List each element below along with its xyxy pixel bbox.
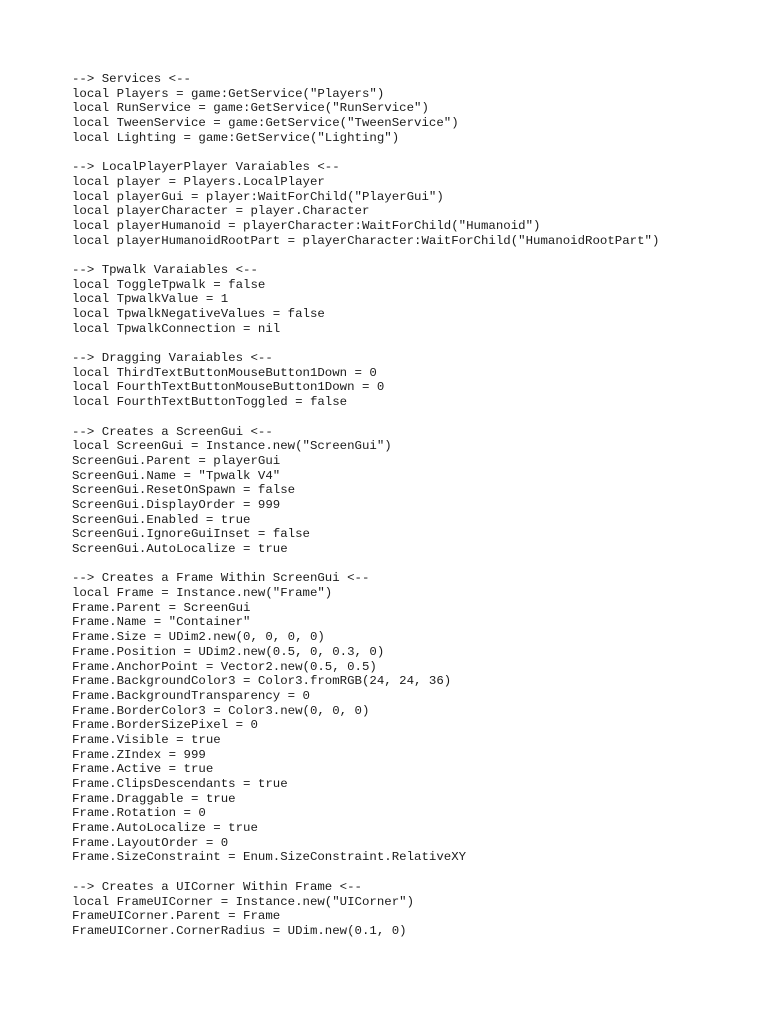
code-line: Frame.BorderColor3 = Color3.new(0, 0, 0) (72, 703, 370, 718)
code-line: local Frame = Instance.new("Frame") (72, 586, 333, 601)
code-line: Frame.Parent = ScreenGui (72, 600, 251, 615)
code-block (72, 160, 732, 248)
code-line: local ThirdTextButtonMouseButton1Down = 0 (72, 365, 377, 380)
code-line: local Lighting = game:GetService("Lighting") (72, 130, 400, 145)
code-line: FrameUICorner.CornerRadius = UDim.new(0.1, 0) (72, 923, 407, 938)
code-line: local ScreenGui = Instance.new("ScreenGui") (72, 439, 392, 454)
code-line: Frame.BackgroundColor3 = Color3.fromRGB(24, 24, 36) (72, 674, 452, 689)
code-line: local playerHumanoid = playerCharacter:WaitForChild("Humanoid") (72, 218, 541, 233)
code-line: local TweenService = game:GetService("TweenService") (72, 116, 459, 131)
code-line: local FourthTextButtonMouseButton1Down = 0 (72, 380, 385, 395)
code-line: Frame.Position = UDim2.new(0.5, 0, 0.3, 0) (72, 644, 385, 659)
code-comment-heading: --> Tpwalk Varaiables <-- (72, 262, 258, 277)
code-line: ScreenGui.Parent = playerGui (72, 453, 281, 468)
code-block (72, 571, 732, 865)
code-line: local playerCharacter = player.Character (72, 204, 370, 219)
code-line: ScreenGui.IgnoreGuiInset = false (72, 527, 310, 542)
code-line: Frame.Active = true (72, 762, 214, 777)
code-line: local player = Players.LocalPlayer (72, 174, 325, 189)
code-comment-heading: --> Creates a Frame Within ScreenGui <-- (72, 571, 370, 586)
code-block (72, 72, 732, 145)
code-line: Frame.BorderSizePixel = 0 (72, 718, 258, 733)
code-line: local TpwalkNegativeValues = false (72, 307, 325, 321)
code-line: Frame.LayoutOrder = 0 (72, 835, 229, 850)
code-block (72, 880, 732, 939)
code-line: Frame.BackgroundTransparency = 0 (72, 688, 310, 703)
code-line: Frame.SizeConstraint = Enum.SizeConstraint.RelativeXY (72, 850, 467, 865)
code-line: Frame.Draggable = true (72, 791, 236, 806)
code-listing (72, 72, 732, 953)
code-line: ScreenGui.AutoLocalize = true (72, 542, 288, 556)
code-block (72, 351, 732, 410)
code-line: Frame.ZIndex = 999 (72, 747, 206, 762)
code-line: Frame.Name = "Container" (72, 615, 251, 630)
code-line: ScreenGui.DisplayOrder = 999 (72, 497, 281, 512)
code-line: Frame.Size = UDim2.new(0, 0, 0, 0) (72, 630, 325, 645)
code-line: local TpwalkConnection = nil (72, 321, 281, 336)
code-line: Frame.Visible = true (72, 732, 221, 747)
code-comment-heading: --> Creates a ScreenGui <-- (72, 424, 273, 439)
code-line: local FrameUICorner = Instance.new("UICorner") (72, 894, 415, 909)
code-line: local playerHumanoidRootPart = playerCharacter:WaitForChild("HumanoidRootPart") (72, 233, 660, 248)
code-line: local FourthTextButtonToggled = false (72, 395, 348, 410)
code-block (72, 425, 732, 557)
code-line: local Players = game:GetService("Players") (72, 86, 385, 101)
code-comment-heading: --> Dragging Varaiables <-- (72, 351, 273, 366)
code-line: ScreenGui.ResetOnSpawn = false (72, 483, 296, 498)
code-comment-heading: --> Creates a UICorner Within Frame <-- (72, 879, 362, 894)
code-line: Frame.Rotation = 0 (72, 806, 206, 821)
code-line: local TpwalkValue = 1 (72, 292, 229, 307)
code-line: ScreenGui.Enabled = true (72, 512, 251, 527)
code-line: local ToggleTpwalk = false (72, 277, 266, 292)
code-line: Frame.AnchorPoint = Vector2.new(0.5, 0.5) (72, 659, 377, 674)
code-comment-heading: --> LocalPlayerPlayer Varaiables <-- (72, 160, 340, 175)
code-line: local RunService = game:GetService("RunService") (72, 101, 429, 116)
code-line: FrameUICorner.Parent = Frame (72, 909, 281, 924)
code-line: Frame.ClipsDescendants = true (72, 777, 288, 791)
code-line: ScreenGui.Name = "Tpwalk V4" (72, 468, 281, 483)
code-line: local playerGui = player:WaitForChild("PlayerGui") (72, 189, 444, 204)
code-comment-heading: --> Services <-- (72, 72, 191, 86)
code-block (72, 263, 732, 336)
code-line: Frame.AutoLocalize = true (72, 821, 258, 836)
